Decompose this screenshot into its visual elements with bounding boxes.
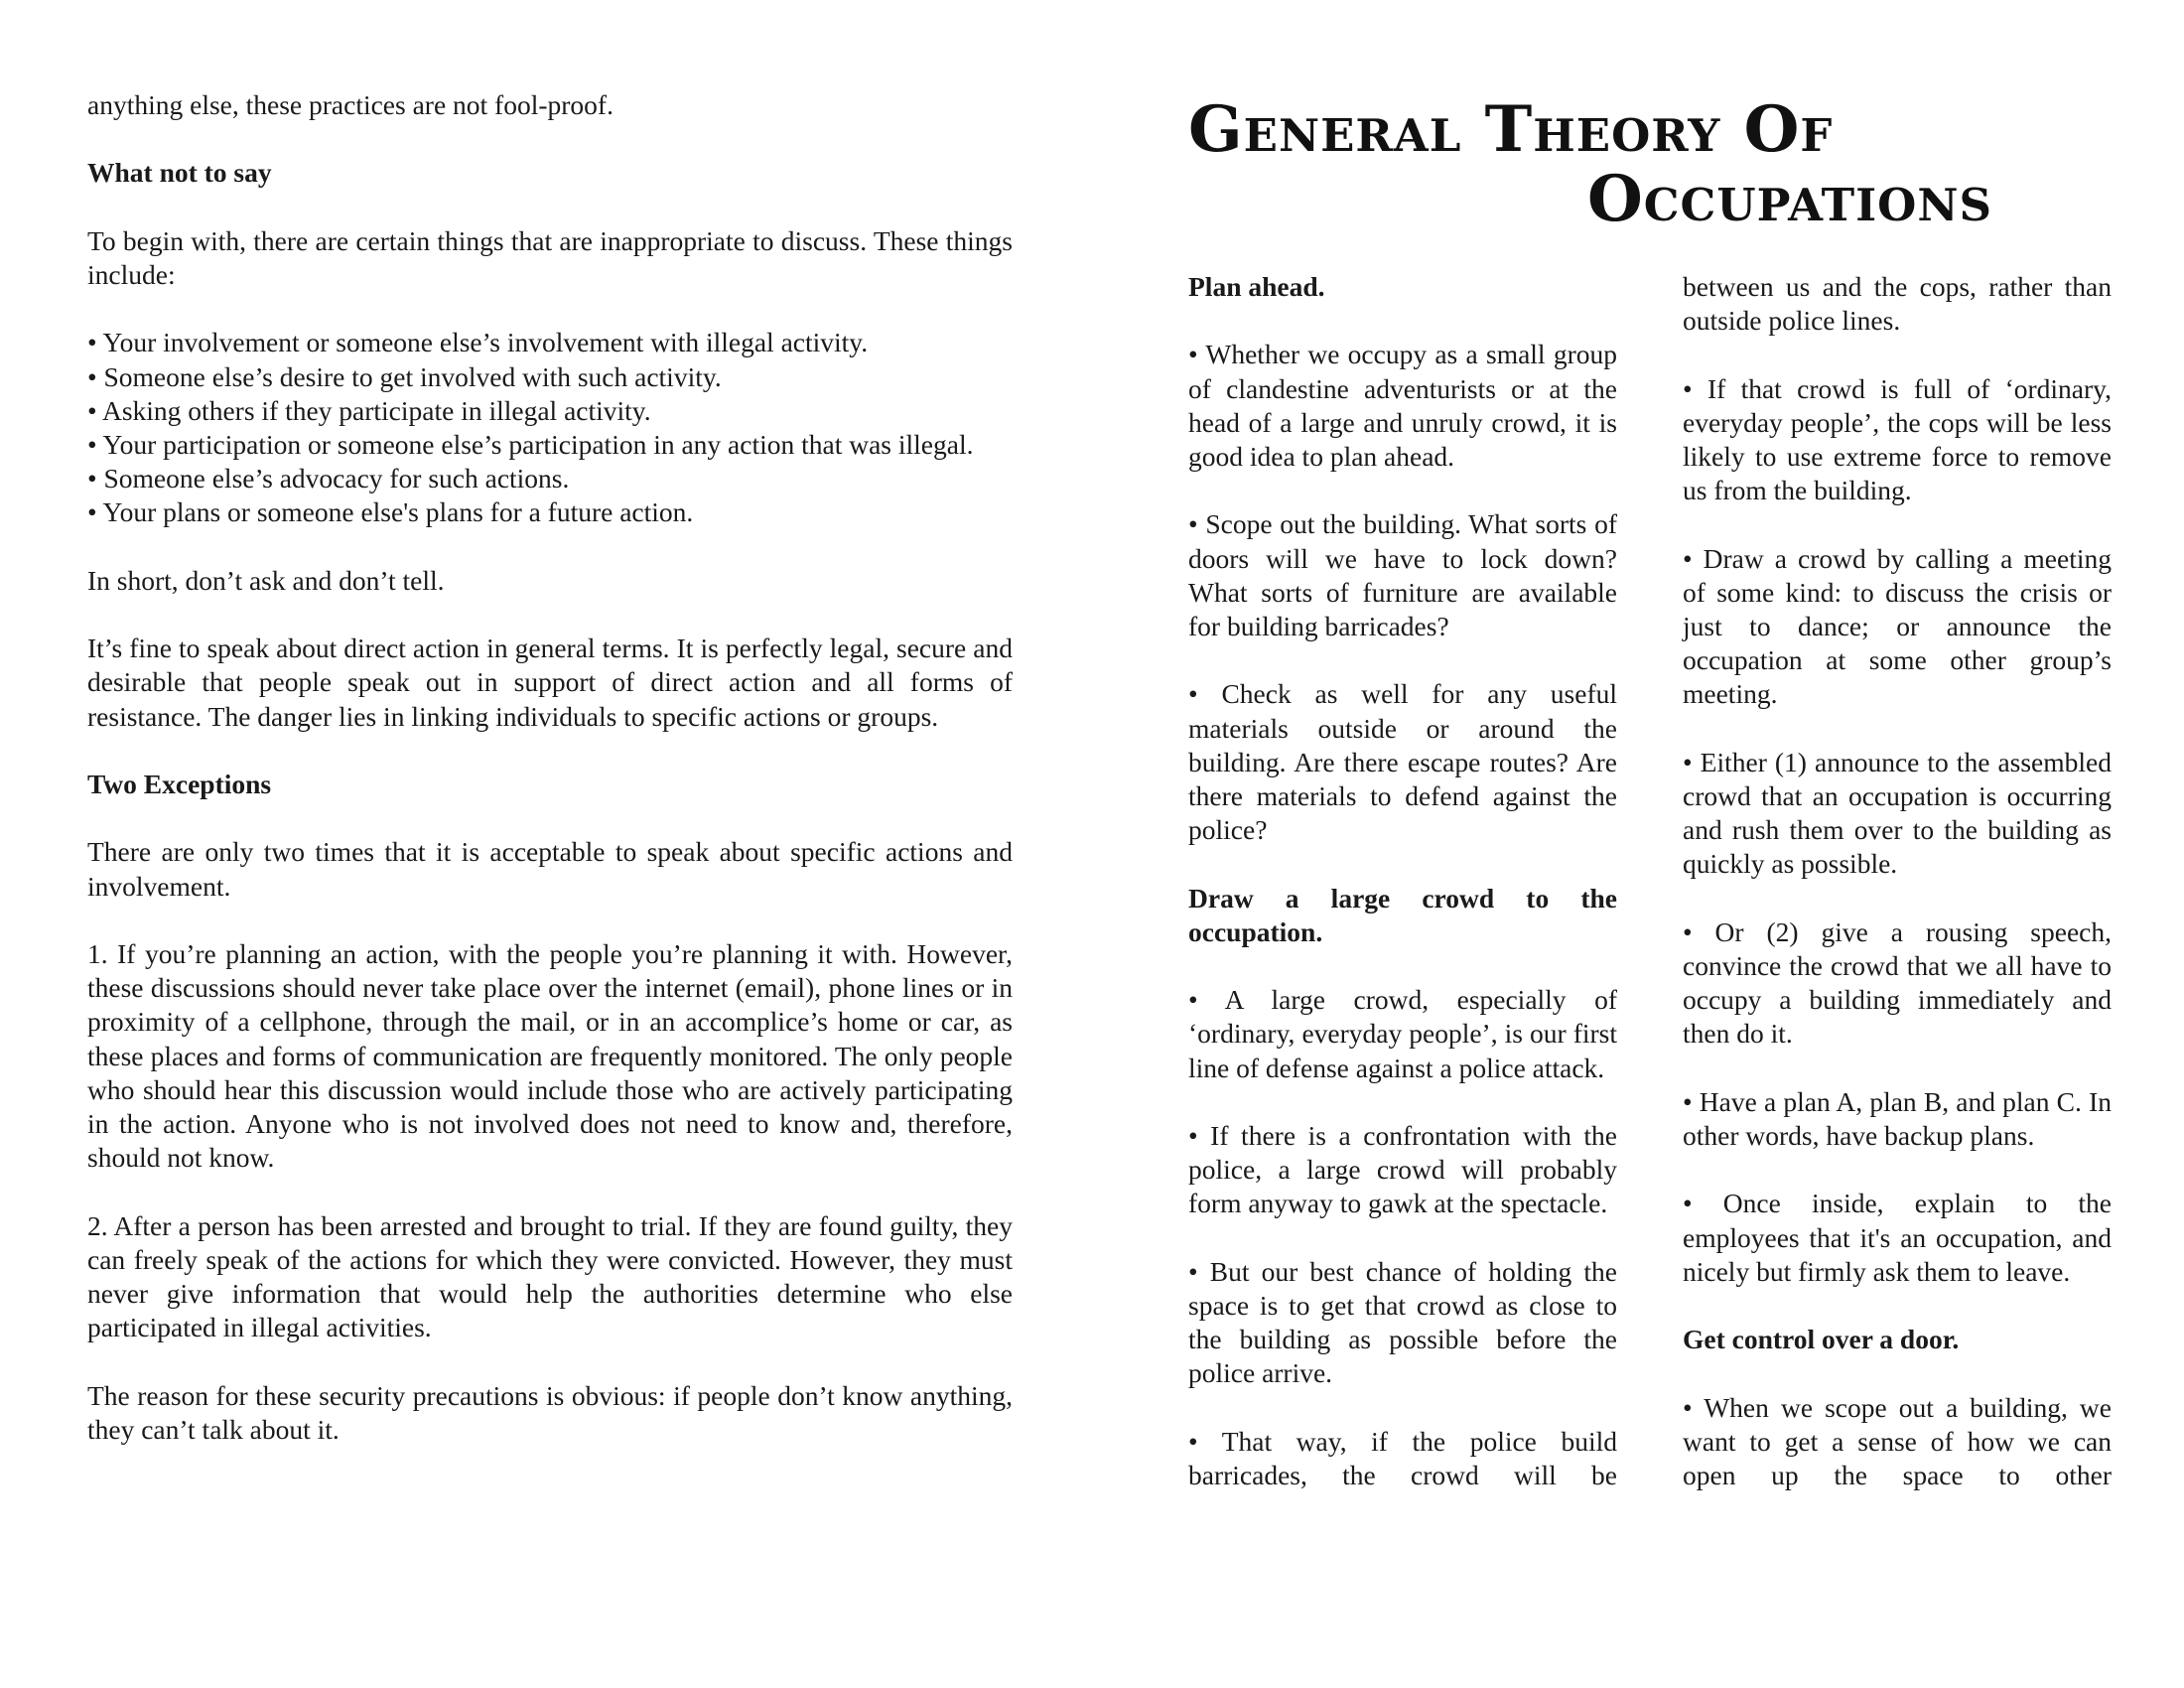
section-heading: Get control over a door. bbox=[1683, 1324, 1960, 1355]
paragraph: • Scope out the building. What sorts of doors will we have to lock down? What sorts of furniture are available for building barricades? bbox=[1188, 508, 1617, 641]
paragraph: • Draw a crowd by calling a meeting of some kind: to discuss the crisis or just to dance; or announce the occupation at some other group’s meeting. bbox=[1683, 542, 2112, 710]
section-heading: Plan ahead. bbox=[1188, 271, 1325, 302]
paragraph: • Or (2) give a rousing speech, convince the crowd that we all have to occupy a building immediately and then do it. bbox=[1683, 915, 2112, 1050]
bullet-list bbox=[87, 326, 1013, 529]
section-heading: What not to say bbox=[87, 157, 272, 189]
list-item: • Your plans or someone else's plans for a future action. bbox=[87, 496, 694, 528]
paragraph: 1. If you’re planning an action, with the people you’re planning it with. However, these discussions should never take place over the internet (email), phone lines or in proximity of a cellphone, through the mail, or in an accomplice’s home or car, as these places and forms of communication are frequently monitored. The only people who should hear this discussion would include those who are actively participating in the action. Anyone who is not involved does not need to know and, therefore, should not know. bbox=[87, 937, 1013, 1174]
section-heading: Two Exceptions bbox=[87, 768, 272, 799]
paragraph: There are only two times that it is acceptable to speak about specific actions and involvement. bbox=[87, 836, 1013, 902]
list-item: • Your involvement or someone else’s involvement with illegal activity. bbox=[87, 327, 869, 358]
paragraph: anything else, these practices are not fool-proof. bbox=[87, 89, 614, 120]
text-column-1 bbox=[1188, 270, 1617, 1492]
list-item: • Asking others if they participate in illegal activity. bbox=[87, 394, 651, 426]
paragraph: • Have a plan A, plan B, and plan C. In other words, have backup plans. bbox=[1683, 1085, 2112, 1151]
paragraph: 2. After a person has been arrested and brought to trial. If they are found guilty, they can freely speak of the actions for which they were convicted. However, they must never give information that would help the authorities determine who else participated in illegal activities. bbox=[87, 1209, 1013, 1343]
paragraph: • If that crowd is full of ‘ordinary, everyday people’, the cops will be less likely to use extreme force to remove us from the building. bbox=[1683, 372, 2112, 506]
paragraph: The reason for these security precautions is obvious: if people don’t know anything, they can’t talk about it. bbox=[87, 1379, 1013, 1445]
paragraph: • Once inside, explain to the employees that it's an occupation, and nicely but firmly ask them to leave. bbox=[1683, 1188, 2112, 1287]
paragraph: between us and the cops, rather than outside police lines. bbox=[1683, 271, 2112, 337]
paragraph: • If there is a confrontation with the police, a large crowd will probably form anyway to gawk at the spectacle. bbox=[1188, 1119, 1617, 1219]
page-title bbox=[1188, 92, 1992, 236]
paragraph: • A large crowd, especially of ‘ordinary, everyday people’, is our first line of defense against a police attack. bbox=[1188, 984, 1617, 1083]
paragraph: • When we scope out a building, we want to get a sense of how we can open up the space to other bbox=[1683, 1391, 2112, 1490]
title-line-1: General Theory Of bbox=[1188, 92, 1834, 167]
paragraph: • But our best chance of holding the space is to get that crowd as close to the building as possible before the police arrive. bbox=[1188, 1255, 1617, 1389]
list-item: • Someone else’s desire to get involved with such activity. bbox=[87, 360, 722, 392]
paragraph: To begin with, there are certain things that are inappropriate to discuss. These things include: bbox=[87, 224, 1013, 290]
list-item: • Someone else’s advocacy for such actions. bbox=[87, 463, 570, 494]
left-page-body bbox=[87, 88, 1013, 1447]
paragraph: • Whether we occupy as a small group of clandestine adventurists or at the head of a large and unruly crowd, it is good idea to plan ahead. bbox=[1188, 339, 1617, 472]
paragraph: • Either (1) announce to the assembled crowd that an occupation is occurring and rush them over to the building as quickly as possible. bbox=[1683, 746, 2112, 880]
paragraph: • That way, if the police build barricades, the crowd will be bbox=[1188, 1425, 1617, 1490]
title-line-2: Occupations bbox=[1586, 162, 1992, 236]
list-item: • Your participation or someone else’s participation in any action that was illegal. bbox=[87, 428, 974, 460]
paragraph: In short, don’t ask and don’t tell. bbox=[87, 564, 445, 596]
section-heading: Draw a large crowd to the occupation. bbox=[1188, 882, 1617, 947]
text-column-2 bbox=[1683, 270, 2112, 1492]
paragraph: It’s fine to speak about direct action in general terms. It is perfectly legal, secure and desirable that people speak out in support of direct action and all forms of resistance. The danger lies in linking individuals to specific actions or groups. bbox=[87, 633, 1013, 732]
paragraph: • Check as well for any useful materials outside or around the building. Are there escape routes? Are there materials to defend against the police? bbox=[1188, 678, 1617, 846]
